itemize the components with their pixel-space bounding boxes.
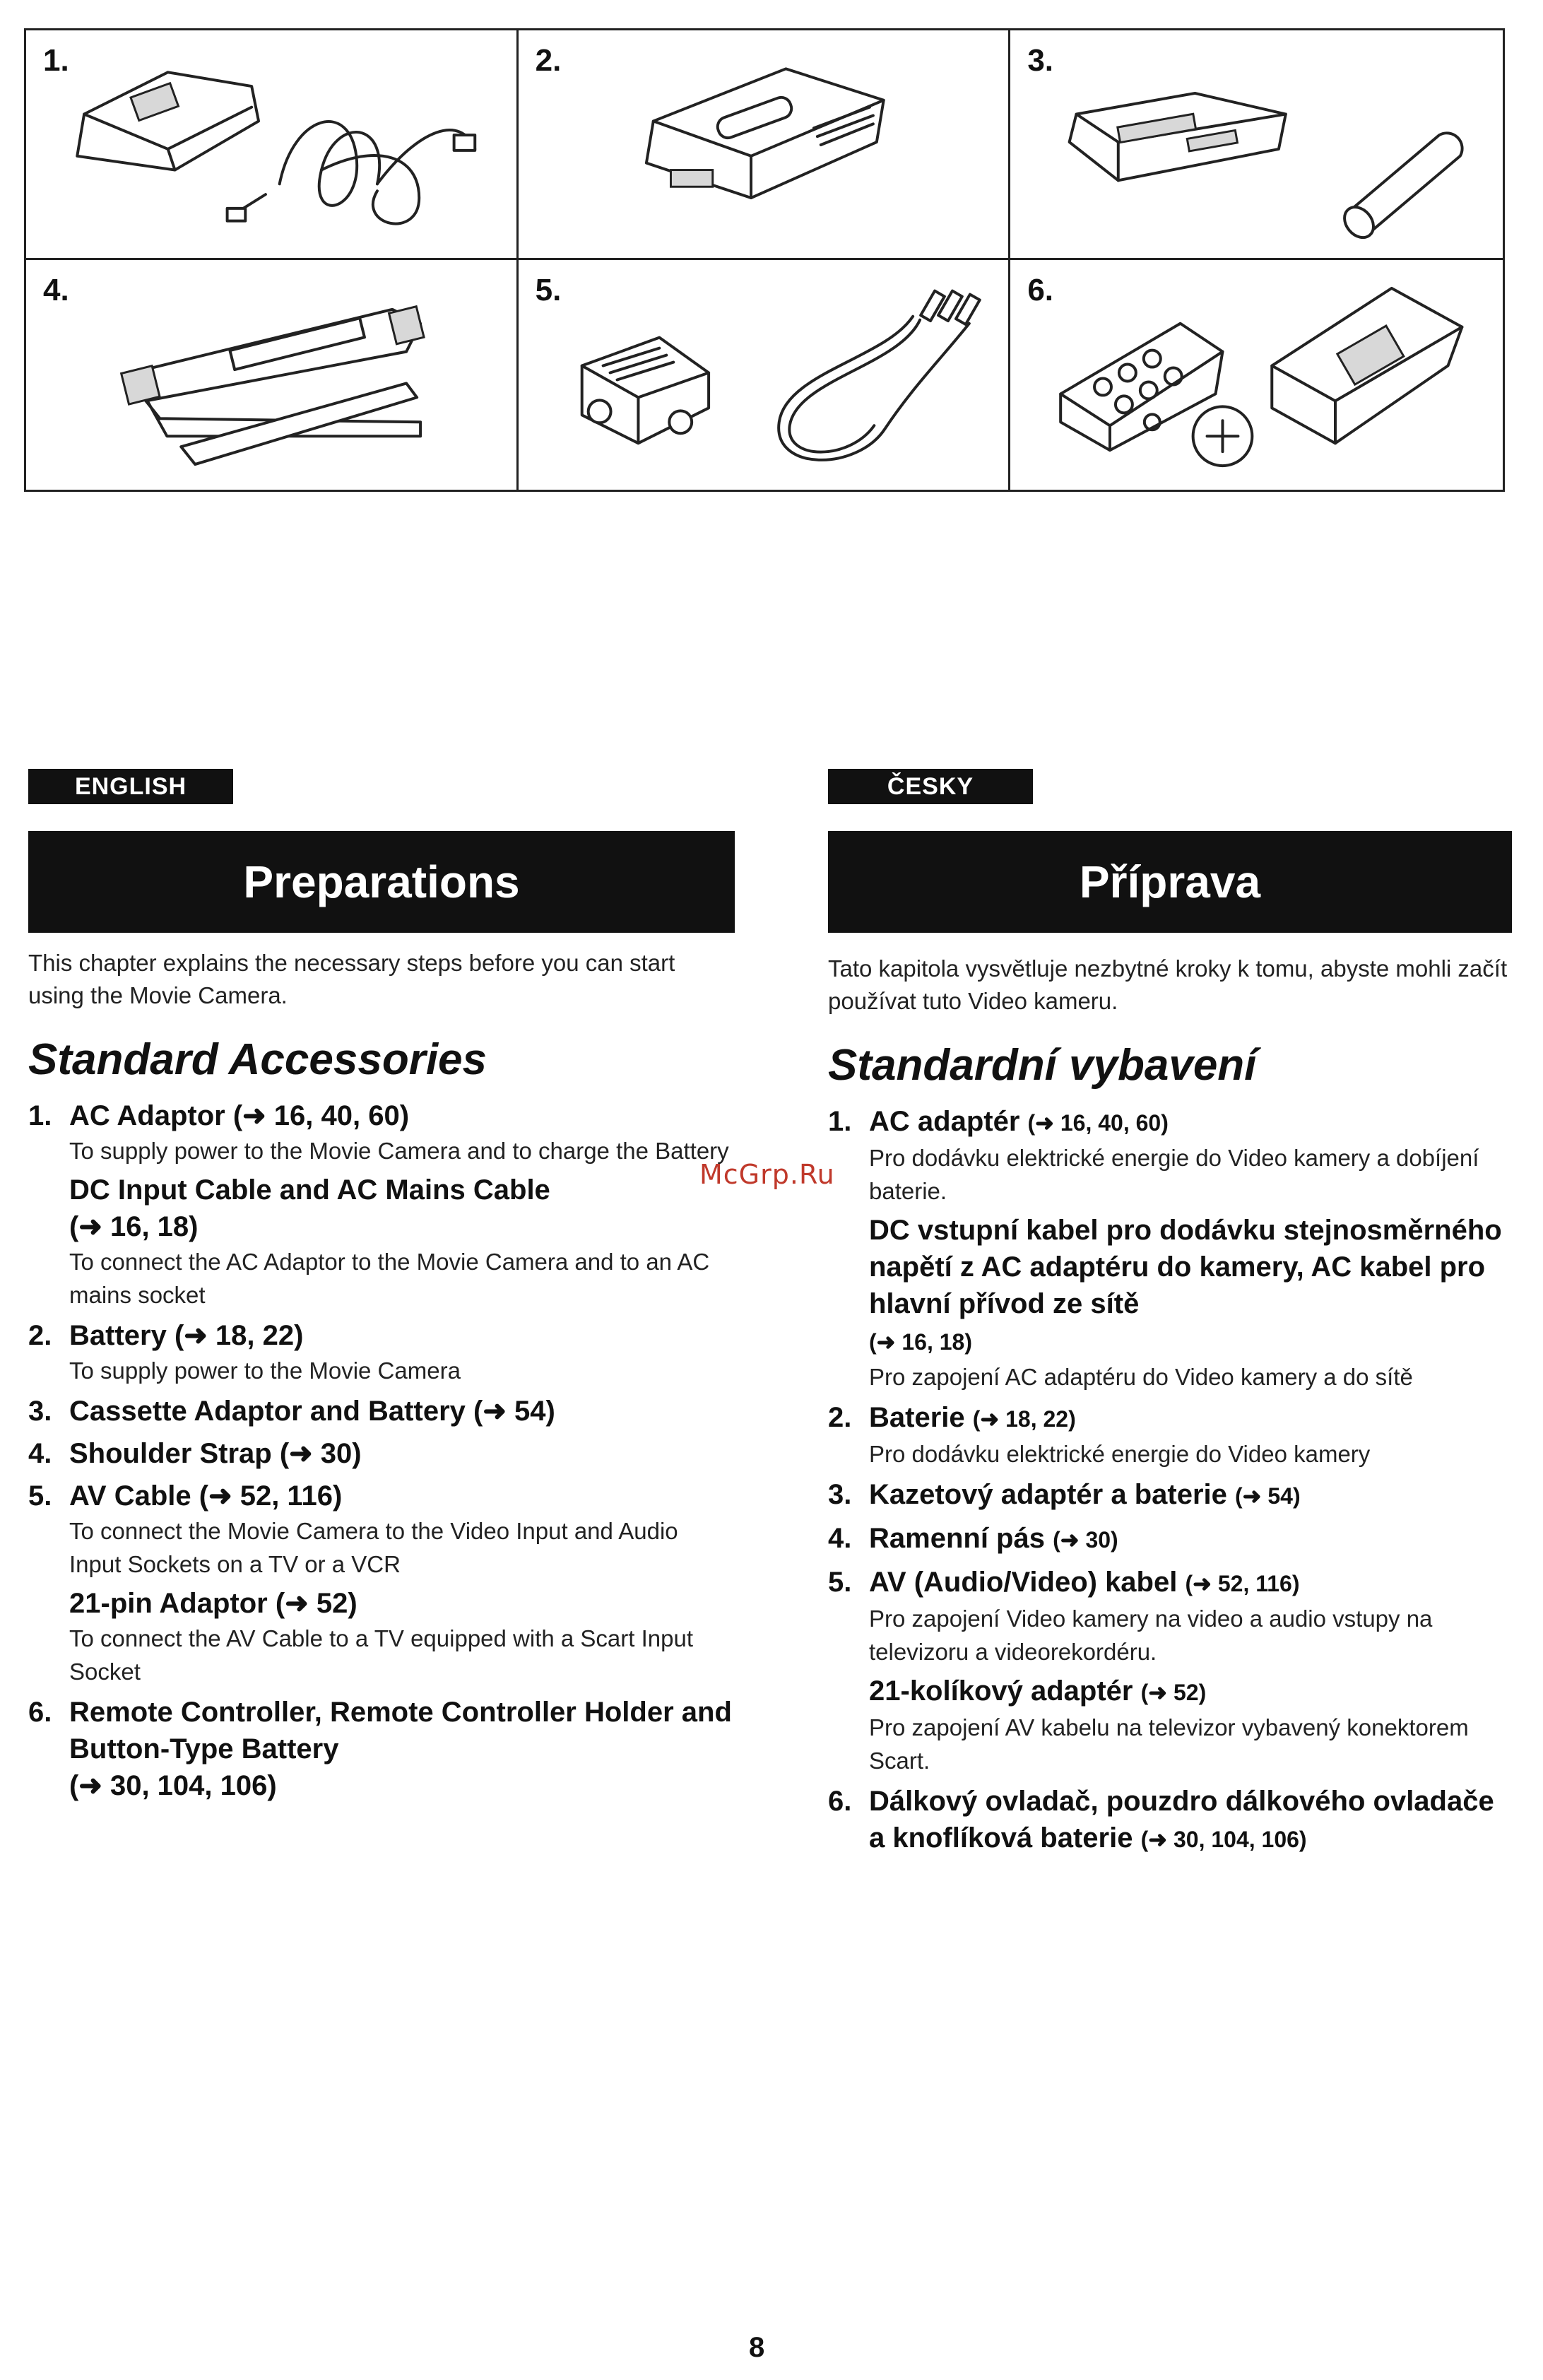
page-reference: (➜ 30, 104, 106) bbox=[69, 1770, 277, 1801]
item-description: To supply power to the Movie Camera and to charge the Battery bbox=[69, 1138, 729, 1164]
sub-item-name: DC Input Cable and AC Mains Cable bbox=[69, 1174, 550, 1206]
page-reference: (➜ 54) bbox=[473, 1396, 555, 1427]
item-name: AV Cable bbox=[69, 1480, 191, 1512]
item-number: 4. bbox=[828, 1523, 852, 1554]
figure-cell-5 bbox=[519, 260, 1011, 490]
ac-adaptor-illustration bbox=[26, 30, 516, 258]
item-name: AC Adaptor bbox=[69, 1100, 225, 1131]
sub-item-name: 21-pin Adaptor bbox=[69, 1588, 268, 1619]
item-number: 5. bbox=[828, 1567, 852, 1598]
battery-illustration bbox=[519, 30, 1009, 258]
list-item bbox=[28, 1393, 735, 1430]
figure-cell-number: 4. bbox=[43, 273, 69, 307]
page-reference: (➜ 16, 40, 60) bbox=[1027, 1110, 1169, 1136]
list-item bbox=[28, 1317, 735, 1387]
figure-cell-number: 1. bbox=[43, 43, 69, 78]
item-heading bbox=[69, 1694, 735, 1804]
page-reference: (➜ 52) bbox=[275, 1588, 357, 1619]
item-number: 1. bbox=[828, 1106, 852, 1137]
item-description: To supply power to the Movie Camera bbox=[69, 1357, 461, 1384]
item-heading bbox=[69, 1393, 735, 1430]
chapter-intro: Tato kapitola vysvětluje nezbytné kroky k tomu, abyste mohli začít používat tuto Video kameru. bbox=[828, 955, 1508, 1014]
item-number: 6. bbox=[28, 1697, 52, 1728]
item-heading bbox=[869, 1520, 1512, 1558]
figure-cell-number: 5. bbox=[535, 273, 562, 307]
page-reference: (➜ 30) bbox=[279, 1438, 362, 1469]
sub-item-name: DC vstupní kabel pro dodávku stejnosměrného napětí z AC adaptéru do kamery, AC kabel pro hlavní přívod ze sítě bbox=[869, 1215, 1502, 1319]
page-reference: (➜ 16, 18) bbox=[869, 1329, 972, 1355]
section-title: Standard Accessories bbox=[28, 1035, 487, 1084]
cassette-adaptor-illustration bbox=[1010, 30, 1503, 258]
item-heading bbox=[869, 1564, 1512, 1602]
accessory-illustration-grid bbox=[24, 28, 1505, 492]
figure-cell-number: 3. bbox=[1027, 43, 1054, 78]
page-reference: (➜ 52, 116) bbox=[1185, 1571, 1300, 1596]
page-reference: (➜ 52, 116) bbox=[199, 1480, 343, 1512]
page-reference: (➜ 52) bbox=[1140, 1680, 1207, 1705]
figure-cell-2 bbox=[519, 30, 1011, 260]
chapter-title-banner: Příprava bbox=[828, 831, 1512, 933]
list-item bbox=[28, 1694, 735, 1804]
page-reference: (➜ 30) bbox=[1053, 1527, 1118, 1553]
sub-item-description: Pro zapojení AC adaptéru do Video kamery a do sítě bbox=[869, 1364, 1413, 1390]
item-description: To connect the Movie Camera to the Video Input and Audio Input Sockets on a TV or a VCR bbox=[69, 1518, 678, 1577]
item-heading bbox=[869, 1399, 1512, 1437]
list-item bbox=[828, 1520, 1512, 1558]
figure-cell-number: 6. bbox=[1027, 273, 1054, 307]
section-title: Standardní vybavení bbox=[828, 1041, 1257, 1090]
item-name: AC adaptér bbox=[869, 1106, 1020, 1137]
item-number: 6. bbox=[828, 1786, 852, 1817]
sub-item-heading bbox=[69, 1172, 735, 1245]
list-item bbox=[828, 1564, 1512, 1777]
item-name: Ramenní pás bbox=[869, 1523, 1045, 1554]
item-name: AV (Audio/Video) kabel bbox=[869, 1567, 1178, 1598]
item-description: Pro dodávku elektrické energie do Video kamery a dobíjení baterie. bbox=[869, 1145, 1479, 1204]
figure-cell-6 bbox=[1010, 260, 1503, 490]
list-item bbox=[828, 1103, 1512, 1394]
page-reference: (➜ 30, 104, 106) bbox=[1140, 1827, 1307, 1852]
page-reference: (➜ 54) bbox=[1235, 1483, 1301, 1509]
sub-item-name: 21-kolíkový adaptér bbox=[869, 1675, 1133, 1707]
shoulder-strap-illustration bbox=[26, 260, 516, 490]
sub-item-description: To connect the AV Cable to a TV equipped with a Scart Input Socket bbox=[69, 1625, 694, 1685]
item-heading bbox=[69, 1435, 735, 1472]
figure-cell-1 bbox=[26, 30, 519, 260]
list-item bbox=[828, 1476, 1512, 1514]
page-reference: (➜ 16, 40, 60) bbox=[232, 1100, 410, 1131]
list-item bbox=[828, 1783, 1512, 1858]
sub-item-heading bbox=[69, 1585, 735, 1622]
list-item bbox=[28, 1435, 735, 1472]
item-number: 2. bbox=[828, 1402, 852, 1433]
remote-controller-illustration bbox=[1010, 260, 1503, 490]
page-reference: (➜ 18, 22) bbox=[174, 1320, 304, 1351]
item-number: 2. bbox=[28, 1320, 52, 1351]
item-number: 5. bbox=[28, 1480, 52, 1512]
item-name: Kazetový adaptér a baterie bbox=[869, 1479, 1227, 1510]
item-description: Pro zapojení Video kamery na video a audio vstupy na televizoru a videorekordéru. bbox=[869, 1606, 1433, 1665]
figure-cell-number: 2. bbox=[535, 43, 562, 78]
item-number: 1. bbox=[28, 1100, 52, 1131]
item-heading bbox=[869, 1103, 1512, 1141]
accessory-list bbox=[828, 1103, 1512, 1858]
figure-cell-3 bbox=[1010, 30, 1503, 260]
item-number: 3. bbox=[28, 1396, 52, 1427]
language-tab-czech: ČESKY bbox=[828, 769, 1033, 804]
accessory-list bbox=[28, 1097, 735, 1804]
list-item bbox=[828, 1399, 1512, 1471]
item-heading bbox=[869, 1783, 1512, 1858]
sub-item-heading bbox=[869, 1673, 1512, 1711]
chapter-intro: This chapter explains the necessary steps before you can start using the Movie Camera. bbox=[28, 950, 675, 1008]
watermark: McGrp.Ru bbox=[699, 1159, 835, 1190]
sub-item-description: To connect the AC Adaptor to the Movie Camera and to an AC mains socket bbox=[69, 1249, 710, 1308]
page-reference: (➜ 18, 22) bbox=[972, 1406, 1076, 1432]
list-item bbox=[28, 1097, 735, 1312]
item-heading bbox=[69, 1097, 735, 1134]
page-reference: (➜ 16, 18) bbox=[69, 1211, 199, 1242]
chapter-title-banner: Preparations bbox=[28, 831, 735, 933]
sub-item-heading bbox=[869, 1212, 1512, 1360]
item-name: Shoulder Strap bbox=[69, 1438, 272, 1469]
item-name: Dálkový ovladač, pouzdro dálkového ovladače a knoflíková baterie bbox=[869, 1786, 1494, 1854]
list-item bbox=[28, 1478, 735, 1688]
item-name: Baterie bbox=[869, 1402, 965, 1433]
language-tab-english: ENGLISH bbox=[28, 769, 233, 804]
page-number: 8 bbox=[749, 2332, 765, 2363]
czech-column bbox=[828, 769, 1512, 1863]
item-heading bbox=[69, 1478, 735, 1514]
item-number: 3. bbox=[828, 1479, 852, 1510]
av-cable-illustration bbox=[519, 260, 1009, 490]
sub-item-description: Pro zapojení AV kabelu na televizor vybavený konektorem Scart. bbox=[869, 1714, 1469, 1774]
figure-cell-4 bbox=[26, 260, 519, 490]
item-description: Pro dodávku elektrické energie do Video kamery bbox=[869, 1441, 1371, 1467]
item-name: Cassette Adaptor and Battery bbox=[69, 1396, 466, 1427]
item-name: Remote Controller, Remote Controller Holder and Button-Type Battery bbox=[69, 1697, 732, 1765]
english-column bbox=[28, 769, 735, 1810]
item-number: 4. bbox=[28, 1438, 52, 1469]
item-heading bbox=[869, 1476, 1512, 1514]
item-heading bbox=[69, 1317, 735, 1354]
item-name: Battery bbox=[69, 1320, 167, 1351]
